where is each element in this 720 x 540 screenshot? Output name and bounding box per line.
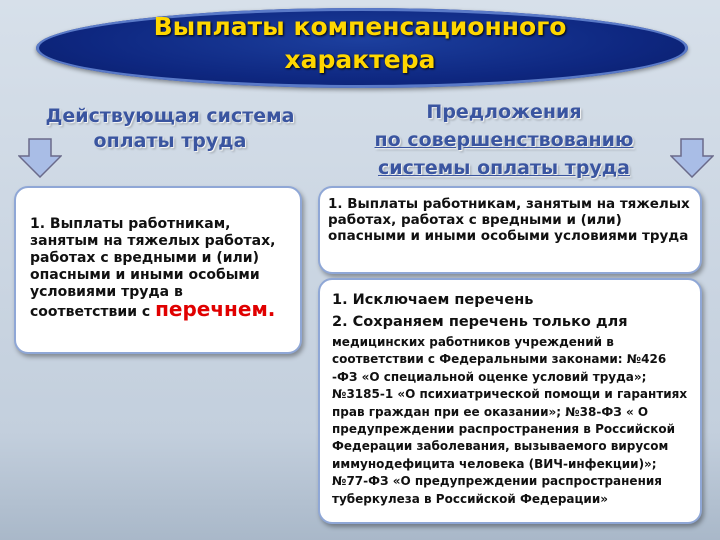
- current-system-box: [14, 186, 302, 354]
- right-heading: [348, 98, 660, 182]
- title-line-1: Выплаты компенсационного: [153, 12, 567, 41]
- current-system-body: 1. Выплаты работникам, занятым на тяжелых работах, работах с вредными и (или) опасными и иными особыми условиями труда в соответствии с: [30, 216, 276, 320]
- proposal-box-2: [318, 278, 702, 524]
- proposal-box-1-text: 1. Выплаты работникам, занятым на тяжелых работах, работах с вредными и (или) опасными и иными особыми условиями труда: [328, 196, 690, 244]
- right-heading-line-1: Предложения: [426, 101, 582, 123]
- left-heading: [30, 104, 310, 154]
- left-heading-line-1: Действующая система: [45, 105, 295, 127]
- proposal-keep-list: 2. Сохраняем перечень только для: [332, 314, 628, 330]
- right-heading-line-2: по совершенствованию: [374, 129, 634, 151]
- proposal-box-1: [318, 186, 702, 274]
- proposal-exclude-list: 1. Исключаем перечень: [332, 292, 534, 308]
- title-line-2: характера: [284, 45, 436, 74]
- right-heading-line-3: системы оплаты труда: [378, 157, 630, 179]
- left-heading-line-2: оплаты труда: [93, 130, 247, 152]
- slide-title: [100, 10, 620, 76]
- down-arrow-icon: [18, 138, 62, 178]
- current-system-text: [30, 216, 290, 321]
- list-highlight: перечнем.: [155, 297, 276, 321]
- proposal-laws-text: медицинских работников учреждений в соответствии с Федеральными законами: №426 -ФЗ «О специальной оценке условий труда»; №3185-1 «О психиатрической помощи и гарантиях прав граждан при ее оказании»; №38-ФЗ « О предупреждении распространения в Российской Федерации заболевания, вызываемого вирусом иммунодефицита человека (ВИЧ-инфекции)»; №77-ФЗ «О предупреждении распространения туберкулеза в Российской Федерации»: [332, 335, 688, 506]
- down-arrow-icon: [670, 138, 714, 178]
